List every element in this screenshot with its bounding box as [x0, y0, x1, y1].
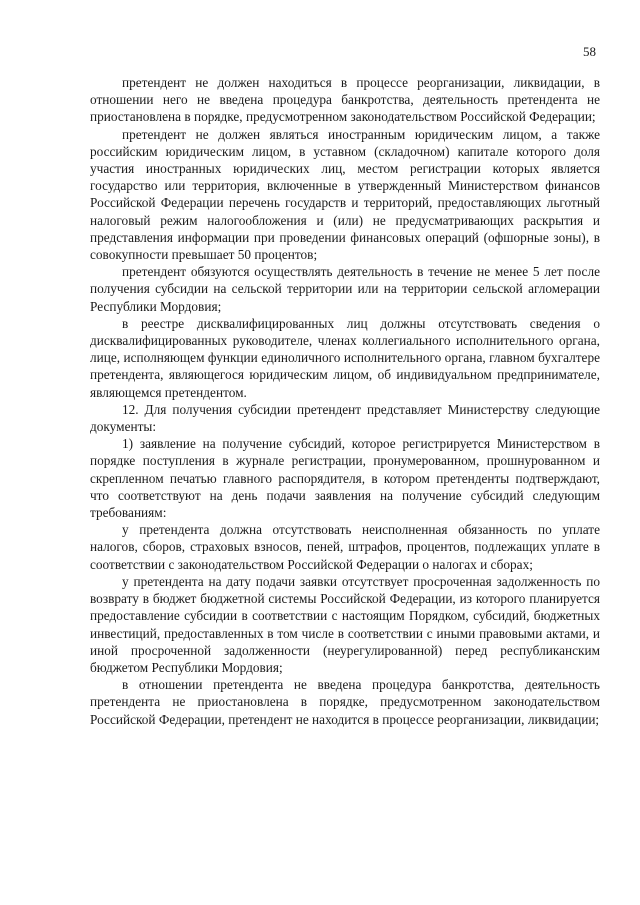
- paragraph-section-12-documents: 12. Для получения субсидии претендент представляет Министерству следующие документы:: [90, 401, 600, 435]
- paragraph-applicant-not-foreign-entity: претендент не должен являться иностранным юридическим лицом, а также российским юридическим лицом, в уставном (складочном) капитале которого доля участия иностранных юридических лиц, местом регистрации которых является государство или территория, включенные в утвержденный Министерством финансов Российской Федерации перечень государств и территорий, предоставляющих льготный налоговый режим налогообложения и (или) не предусматривающих раскрытия и представления информации при проведении финансовых операций (офшорные зоны), в совокупности превышает 50 процентов;: [90, 126, 600, 263]
- paragraph-no-tax-arrears: у претендента должна отсутствовать неисполненная обязанность по уплате налогов, сборов, страховых взносов, пеней, штрафов, процентов, подлежащих уплате в соответствии с законодательством Российской Федерации о налогах и сборах;: [90, 522, 600, 572]
- paragraph-applicant-activity-obligation: претендент обязуются осуществлять деятельность в течение не менее 5 лет после получения субсидии на сельской территории или на территории сельской агломерации Республики Мордовия;: [90, 264, 600, 314]
- document-body: [90, 74, 600, 728]
- paragraph-no-overdue-debt: у претендента на дату подачи заявки отсутствует просроченная задолженность по возврату в бюджет бюджетной системы Российской Федерации, из которого планируется предоставление субсидии в соответствии с настоящим Порядком, субсидий, бюджетных инвестиций, предоставленных в том числе в соответствии с иными правовыми актами, и иной просроченной задолженности (неурегулированной) перед республиканским бюджетом Республики Мордовия;: [90, 573, 600, 675]
- paragraph-item-1-application: 1) заявление на получение субсидий, которое регистрируется Министерством в порядке поступления в журнале регистрации, пронумерованном, прошнурованном и скрепленном печатью главного распорядителя, в котором претенденты подтверждают, что соответствуют на день подачи заявления на получение субсидий следующим требованиям:: [90, 436, 600, 521]
- paragraph-disqualified-persons-registry: в реестре дисквалифицированных лиц должны отсутствовать сведения о дисквалифицированных руководителе, членах коллегиального исполнительного органа, лице, исполняющем функции единоличного исполнительного органа, главном бухгалтере претендента, являющегося юридическим лицом, об индивидуальном предпринимателе, являющемся претендентом.: [90, 315, 600, 400]
- paragraph-applicant-not-in-reorganization: претендент не должен находиться в процессе реорганизации, ликвидации, в отношении него не введена процедура банкротства, деятельность претендента не приостановлена в порядке, предусмотренном законодательством Российской Федерации;: [90, 75, 600, 125]
- paragraph-no-bankruptcy: в отношении претендента не введена процедура банкротства, деятельность претендента не приостановлена в порядке, предусмотренном законодательством Российской Федерации, претендент не находится в процессе реорганизации, ликвидации;: [90, 677, 600, 727]
- page-number: 58: [583, 44, 596, 59]
